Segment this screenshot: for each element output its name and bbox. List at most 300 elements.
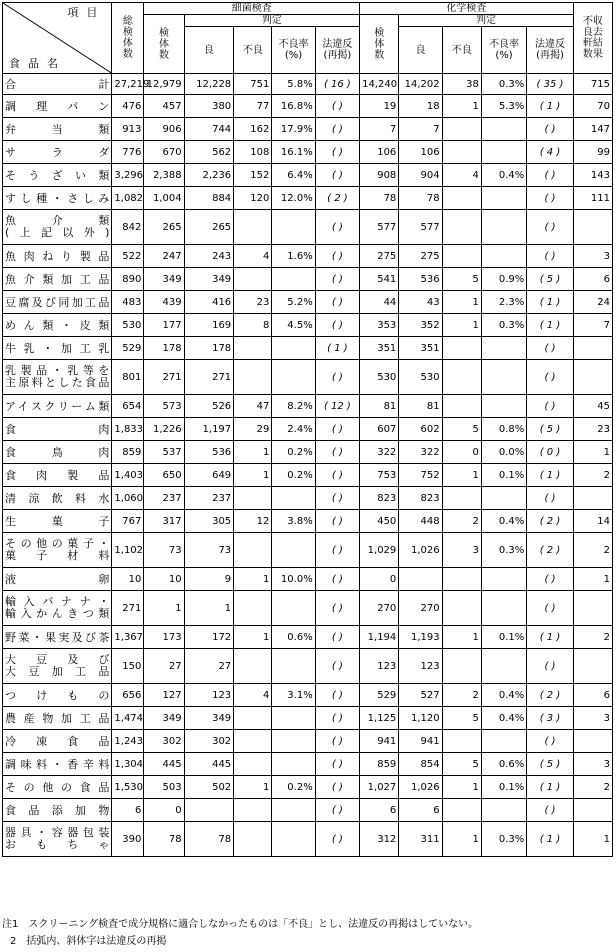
bacterial-rate-cell: 0.2%	[272, 441, 315, 464]
footnote-1: 注1 スクリーニング検査で成分規格に適合しなかったものは「不良」とし、法違反の再掲はしていない。	[2, 919, 479, 930]
unsolved-cell: 3	[573, 753, 612, 776]
table-row	[3, 118, 613, 141]
footnote-2: 2 括弧内、斜体字は法違反の再掲	[10, 936, 167, 947]
bacterial-bad-cell: 1	[234, 441, 272, 464]
table-row	[3, 245, 613, 268]
bacterial-violation-cell: ( )	[315, 487, 359, 510]
table-row	[3, 799, 613, 822]
bacterial-bad-cell: 12	[234, 510, 272, 533]
chemical-samples-cell: 275	[360, 245, 399, 268]
bacterial-samples-cell: 0	[144, 799, 184, 822]
bacterial-good-cell: 243	[184, 245, 234, 268]
total-samples-cell: 1,243	[112, 730, 144, 753]
bacterial-rate-cell	[272, 268, 315, 291]
bacterial-bad-header: 不良	[234, 27, 272, 74]
chemical-bad-cell	[442, 245, 481, 268]
unsolved-cell: 1	[573, 822, 612, 857]
bacterial-samples-cell: 127	[144, 684, 184, 707]
chemical-violation-cell: ( )	[527, 118, 573, 141]
bacterial-violation-cell: ( )	[315, 707, 359, 730]
chemical-bad-cell	[442, 730, 481, 753]
table-row	[3, 626, 613, 649]
bacterial-samples-cell: 271	[144, 360, 184, 395]
bacterial-bad-cell: 1	[234, 568, 272, 591]
chemical-bad-cell: 5	[442, 268, 481, 291]
bacterial-judgment-header: 判定	[184, 15, 359, 27]
chemical-bad-cell: 1	[442, 95, 481, 118]
chemical-bad-cell: 4	[442, 164, 481, 187]
table-row	[3, 684, 613, 707]
bacterial-rate-cell: 3.1%	[272, 684, 315, 707]
table-row	[3, 487, 613, 510]
bacterial-good-cell: 12,228	[184, 74, 234, 95]
chemical-good-cell: 904	[399, 164, 442, 187]
total-samples-cell: 530	[112, 314, 144, 337]
bacterial-violation-cell: ( )	[315, 314, 359, 337]
chemical-violation-cell: ( 1 )	[527, 776, 573, 799]
bacterial-samples-cell: 1,226	[144, 418, 184, 441]
total-samples-cell: 1,403	[112, 464, 144, 487]
chemical-samples-cell: 1,125	[360, 707, 399, 730]
chemical-good-cell: 123	[399, 649, 442, 684]
chemical-good-header: 良	[399, 27, 442, 74]
bacterial-bad-cell: 4	[234, 684, 272, 707]
bacterial-rate-cell	[272, 753, 315, 776]
bacterial-good-cell: 178	[184, 337, 234, 360]
unsolved-cell	[573, 591, 612, 626]
chemical-rate-cell	[481, 337, 526, 360]
chemical-rate-cell: 0.3%	[481, 74, 526, 95]
chemical-samples-cell: 312	[360, 822, 399, 857]
bacterial-rate-cell: 5.2%	[272, 291, 315, 314]
bacterial-rate-cell: 0.6%	[272, 626, 315, 649]
chemical-bad-cell: 5	[442, 418, 481, 441]
total-samples-cell: 1,833	[112, 418, 144, 441]
chemical-violation-cell: ( 1 )	[527, 626, 573, 649]
unsolved-cell	[573, 487, 612, 510]
bacterial-good-cell: 302	[184, 730, 234, 753]
bacterial-bad-cell	[234, 707, 272, 730]
total-samples-cell: 890	[112, 268, 144, 291]
unsolved-cell: 2	[573, 626, 612, 649]
food-name-cell: 農産物加工品	[3, 707, 112, 730]
chemical-violation-cell: ( 4 )	[527, 141, 573, 164]
bacterial-samples-cell: 537	[144, 441, 184, 464]
chemical-violation-cell: ( )	[527, 187, 573, 210]
chemical-rate-cell: 0.4%	[481, 164, 526, 187]
unsolved-cell: 143	[573, 164, 612, 187]
chemical-samples-cell: 14,240	[360, 74, 399, 95]
chemical-rate-cell	[481, 730, 526, 753]
chemical-violation-cell: ( )	[527, 164, 573, 187]
bacterial-samples-header: 検体数	[144, 15, 184, 74]
chemical-rate-cell: 0.6%	[481, 753, 526, 776]
chemical-good-cell: 43	[399, 291, 442, 314]
table-row	[3, 707, 613, 730]
bacterial-violation-cell: ( )	[315, 753, 359, 776]
bacterial-rate-cell: 10.0%	[272, 568, 315, 591]
bacterial-violation-cell: ( 12 )	[315, 395, 359, 418]
bacterial-samples-cell: 1,004	[144, 187, 184, 210]
bacterial-rate-header: 不良率(%)	[272, 27, 315, 74]
chemical-good-cell: 527	[399, 684, 442, 707]
food-name-cell: 生菓子	[3, 510, 112, 533]
total-samples-cell: 913	[112, 118, 144, 141]
unsolved-cell: 1	[573, 568, 612, 591]
chemical-violation-cell: ( 5 )	[527, 753, 573, 776]
chemical-samples-cell: 530	[360, 360, 399, 395]
chemical-violation-cell: ( )	[527, 591, 573, 626]
table-row	[3, 753, 613, 776]
chemical-violation-cell: ( )	[527, 568, 573, 591]
bacterial-violation-cell: ( 2 )	[315, 187, 359, 210]
bacterial-good-cell: 78	[184, 822, 234, 857]
unsolved-cell: 147	[573, 118, 612, 141]
chemical-rate-cell: 0.1%	[481, 776, 526, 799]
chemical-samples-cell: 859	[360, 753, 399, 776]
chemical-bad-cell	[442, 141, 481, 164]
chemical-samples-cell: 81	[360, 395, 399, 418]
chemical-rate-cell: 0.8%	[481, 418, 526, 441]
food-name-cell: その他の菓子・ 菓子材料	[3, 533, 112, 568]
chemical-rate-cell	[481, 395, 526, 418]
chemical-judgment-header: 判定	[399, 15, 573, 27]
chemical-violation-cell: ( )	[527, 360, 573, 395]
food-name-cell: 液卵	[3, 568, 112, 591]
bacterial-violation-cell: ( )	[315, 441, 359, 464]
bacterial-good-cell: 536	[184, 441, 234, 464]
total-samples-cell: 654	[112, 395, 144, 418]
chemical-bad-cell	[442, 187, 481, 210]
chemical-violation-cell: ( )	[527, 337, 573, 360]
bacterial-violation-cell: ( )	[315, 360, 359, 395]
bacterial-good-cell: 27	[184, 649, 234, 684]
chemical-good-cell: 823	[399, 487, 442, 510]
chemical-bad-cell	[442, 568, 481, 591]
chemical-violation-cell: ( )	[527, 649, 573, 684]
bacterial-samples-cell: 349	[144, 707, 184, 730]
chemical-samples-cell: 941	[360, 730, 399, 753]
bacterial-good-cell: 526	[184, 395, 234, 418]
bacterial-good-cell: 349	[184, 268, 234, 291]
chemical-bad-cell: 5	[442, 707, 481, 730]
bacterial-rate-cell: 3.8%	[272, 510, 315, 533]
unsolved-cell: 24	[573, 291, 612, 314]
food-name-cell: 合計	[3, 74, 112, 95]
chemical-good-cell: 448	[399, 510, 442, 533]
chemical-violation-cell: ( )	[527, 245, 573, 268]
chemical-good-cell: 311	[399, 822, 442, 857]
total-samples-cell: 767	[112, 510, 144, 533]
chemical-violation-cell: ( 0 )	[527, 441, 573, 464]
chemical-violation-cell: ( 1 )	[527, 95, 573, 118]
chemical-good-cell: 106	[399, 141, 442, 164]
bacterial-samples-cell: 906	[144, 118, 184, 141]
chemical-rate-cell	[481, 487, 526, 510]
chemical-bad-cell: 1	[442, 464, 481, 487]
bacterial-rate-cell: 0.2%	[272, 776, 315, 799]
chemical-samples-cell: 270	[360, 591, 399, 626]
bacterial-violation-cell: ( )	[315, 95, 359, 118]
chemical-samples-cell: 6	[360, 799, 399, 822]
table-row	[3, 441, 613, 464]
chemical-samples-cell: 450	[360, 510, 399, 533]
chemical-good-cell: 270	[399, 591, 442, 626]
unsolved-cell: 6	[573, 268, 612, 291]
chemical-bad-cell: 1	[442, 626, 481, 649]
bacterial-violation-cell: ( )	[315, 591, 359, 626]
chemical-rate-cell	[481, 141, 526, 164]
chemical-violation-cell: ( 2 )	[527, 510, 573, 533]
total-samples-cell: 1,102	[112, 533, 144, 568]
unsolved-cell: 14	[573, 510, 612, 533]
bacterial-bad-cell	[234, 360, 272, 395]
bacterial-violation-cell: ( )	[315, 730, 359, 753]
bacterial-rate-cell	[272, 487, 315, 510]
bacterial-samples-cell: 457	[144, 95, 184, 118]
total-samples-cell: 776	[112, 141, 144, 164]
table-row	[3, 95, 613, 118]
bacterial-rate-cell: 16.1%	[272, 141, 315, 164]
bacterial-violation-cell: ( 16 )	[315, 74, 359, 95]
chemical-good-cell: 18	[399, 95, 442, 118]
food-name-cell: 食鳥肉	[3, 441, 112, 464]
bacterial-violation-cell: ( )	[315, 464, 359, 487]
table-row	[3, 291, 613, 314]
bacterial-samples-cell: 349	[144, 268, 184, 291]
unsolved-cell	[573, 210, 612, 245]
table-row	[3, 533, 613, 568]
bacterial-violation-cell: ( )	[315, 799, 359, 822]
unsolved-cell: 715	[573, 74, 612, 95]
chemical-bad-header: 不良	[442, 27, 481, 74]
total-samples-cell: 271	[112, 591, 144, 626]
chemical-good-cell: 7	[399, 118, 442, 141]
food-name-cell: 冷凍食品	[3, 730, 112, 753]
chemical-bad-cell: 0	[442, 441, 481, 464]
table-row	[3, 822, 613, 857]
table-row	[3, 418, 613, 441]
bacterial-good-cell: 884	[184, 187, 234, 210]
chemical-violation-cell: ( )	[527, 487, 573, 510]
bacterial-good-cell: 349	[184, 707, 234, 730]
bacterial-samples-cell: 1	[144, 591, 184, 626]
bacterial-good-cell: 502	[184, 776, 234, 799]
chemical-good-cell: 1,026	[399, 776, 442, 799]
bacterial-group-header: 細菌検査	[144, 3, 360, 15]
total-samples-cell: 522	[112, 245, 144, 268]
table-row	[3, 510, 613, 533]
chemical-rate-cell: 5.3%	[481, 95, 526, 118]
chemical-violation-cell: ( )	[527, 395, 573, 418]
chemical-violation-cell: ( 2 )	[527, 533, 573, 568]
bacterial-rate-cell	[272, 210, 315, 245]
chemical-samples-cell: 607	[360, 418, 399, 441]
food-name-cell: 大豆及び 大豆加工品	[3, 649, 112, 684]
table-row	[3, 360, 613, 395]
chemical-good-cell: 941	[399, 730, 442, 753]
bacterial-samples-cell: 573	[144, 395, 184, 418]
bacterial-good-cell: 265	[184, 210, 234, 245]
bacterial-good-cell: 123	[184, 684, 234, 707]
bacterial-bad-cell: 29	[234, 418, 272, 441]
chemical-bad-cell: 2	[442, 684, 481, 707]
table-row	[3, 314, 613, 337]
bacterial-samples-cell: 670	[144, 141, 184, 164]
bacterial-violation-cell: ( )	[315, 568, 359, 591]
chemical-bad-cell: 3	[442, 533, 481, 568]
unsolved-cell: 7	[573, 314, 612, 337]
bacterial-samples-cell: 302	[144, 730, 184, 753]
total-samples-cell: 1,060	[112, 487, 144, 510]
total-samples-cell: 6	[112, 799, 144, 822]
food-name-cell: 乳製品・乳等を 主原料とした食品	[3, 360, 112, 395]
bacterial-samples-cell: 445	[144, 753, 184, 776]
bacterial-violation-cell: ( )	[315, 684, 359, 707]
chemical-samples-cell: 577	[360, 210, 399, 245]
bacterial-violation-cell: ( )	[315, 533, 359, 568]
chemical-violation-cell: ( )	[527, 730, 573, 753]
bacterial-bad-cell: 77	[234, 95, 272, 118]
bacterial-good-cell: 172	[184, 626, 234, 649]
chemical-good-cell: 1,120	[399, 707, 442, 730]
chemical-bad-cell	[442, 210, 481, 245]
chemical-samples-cell: 908	[360, 164, 399, 187]
chemical-bad-cell	[442, 118, 481, 141]
total-samples-cell: 476	[112, 95, 144, 118]
total-samples-cell: 1,367	[112, 626, 144, 649]
bacterial-samples-cell: 12,979	[144, 74, 184, 95]
total-samples-cell: 1,474	[112, 707, 144, 730]
chemical-violation-cell: ( 3 )	[527, 707, 573, 730]
bacterial-samples-cell: 439	[144, 291, 184, 314]
chemical-good-cell: 752	[399, 464, 442, 487]
bacterial-violation-cell: ( 1 )	[315, 337, 359, 360]
chemical-violation-cell: ( 1 )	[527, 291, 573, 314]
chemical-samples-cell: 1,027	[360, 776, 399, 799]
bacterial-rate-cell	[272, 730, 315, 753]
unsolved-cell	[573, 730, 612, 753]
chemical-violation-cell: ( 5 )	[527, 418, 573, 441]
bacterial-rate-cell: 16.8%	[272, 95, 315, 118]
food-name-cell: 魚介類 (上記以外)	[3, 210, 112, 245]
table-row	[3, 141, 613, 164]
chemical-good-cell: 81	[399, 395, 442, 418]
table-row	[3, 730, 613, 753]
total-samples-cell: 483	[112, 291, 144, 314]
bacterial-bad-cell	[234, 210, 272, 245]
food-name-cell: 食肉	[3, 418, 112, 441]
bacterial-rate-cell	[272, 591, 315, 626]
bacterial-bad-cell: 8	[234, 314, 272, 337]
bacterial-rate-cell	[272, 360, 315, 395]
bacterial-rate-cell	[272, 337, 315, 360]
bacterial-bad-cell: 751	[234, 74, 272, 95]
total-samples-cell: 1,082	[112, 187, 144, 210]
bacterial-rate-cell: 17.9%	[272, 118, 315, 141]
chemical-rate-cell: 0.1%	[481, 626, 526, 649]
bacterial-rate-cell: 0.2%	[272, 464, 315, 487]
bacterial-good-cell: 237	[184, 487, 234, 510]
bacterial-rate-cell: 1.6%	[272, 245, 315, 268]
chemical-good-cell: 14,202	[399, 74, 442, 95]
table-row	[3, 337, 613, 360]
chemical-rate-cell	[481, 360, 526, 395]
bacterial-violation-cell: ( )	[315, 418, 359, 441]
chemical-bad-cell: 1	[442, 822, 481, 857]
total-row	[3, 74, 613, 95]
bacterial-good-cell: 562	[184, 141, 234, 164]
corner-top-label: 項目	[67, 6, 106, 19]
bacterial-samples-cell: 27	[144, 649, 184, 684]
chemical-samples-cell: 753	[360, 464, 399, 487]
bacterial-bad-cell: 152	[234, 164, 272, 187]
bacterial-bad-cell: 4	[234, 245, 272, 268]
unsolved-cell: 3	[573, 707, 612, 730]
table-row	[3, 464, 613, 487]
bacterial-samples-cell: 78	[144, 822, 184, 857]
total-samples-cell: 27,219	[112, 74, 144, 95]
bacterial-good-cell: 73	[184, 533, 234, 568]
chemical-violation-cell: ( 1 )	[527, 464, 573, 487]
chemical-samples-cell: 106	[360, 141, 399, 164]
chemical-bad-cell	[442, 337, 481, 360]
chemical-rate-cell	[481, 245, 526, 268]
bacterial-good-cell: 169	[184, 314, 234, 337]
bacterial-samples-cell: 237	[144, 487, 184, 510]
total-samples-cell: 390	[112, 822, 144, 857]
bacterial-samples-cell: 2,388	[144, 164, 184, 187]
chemical-good-cell: 322	[399, 441, 442, 464]
unsolved-cell: 1	[573, 441, 612, 464]
unsolved-cell: 6	[573, 684, 612, 707]
total-samples-header: 総検体数	[112, 3, 144, 74]
food-name-cell: すし種・さしみ	[3, 187, 112, 210]
bacterial-samples-cell: 650	[144, 464, 184, 487]
food-name-cell: 魚介類加工品	[3, 268, 112, 291]
food-name-cell: 豆腐及び同加工品	[3, 291, 112, 314]
food-name-cell: 清涼飲料水	[3, 487, 112, 510]
food-name-cell: アイスクリーム類	[3, 395, 112, 418]
bacterial-good-cell: 305	[184, 510, 234, 533]
bacterial-bad-cell	[234, 822, 272, 857]
bacterial-bad-cell: 162	[234, 118, 272, 141]
chemical-good-cell: 6	[399, 799, 442, 822]
bacterial-bad-cell	[234, 753, 272, 776]
unsolved-cell: 99	[573, 141, 612, 164]
food-name-cell: つけもの	[3, 684, 112, 707]
chemical-rate-header: 不良率(%)	[481, 27, 526, 74]
bacterial-good-cell: 416	[184, 291, 234, 314]
bacterial-rate-cell	[272, 822, 315, 857]
corner-bottom-label: 食品名	[9, 57, 66, 70]
bacterial-rate-cell: 8.2%	[272, 395, 315, 418]
chemical-rate-cell	[481, 591, 526, 626]
chemical-bad-cell	[442, 799, 481, 822]
bacterial-good-cell: 9	[184, 568, 234, 591]
bacterial-samples-cell: 178	[144, 337, 184, 360]
bacterial-rate-cell	[272, 533, 315, 568]
inspection-results-table	[2, 2, 613, 857]
bacterial-bad-cell	[234, 268, 272, 291]
chemical-bad-cell	[442, 360, 481, 395]
chemical-group-header: 化学検査	[360, 3, 574, 15]
table-row	[3, 649, 613, 684]
table-row	[3, 187, 613, 210]
bacterial-bad-cell: 1	[234, 626, 272, 649]
bacterial-samples-cell: 317	[144, 510, 184, 533]
bacterial-violation-cell: ( )	[315, 164, 359, 187]
